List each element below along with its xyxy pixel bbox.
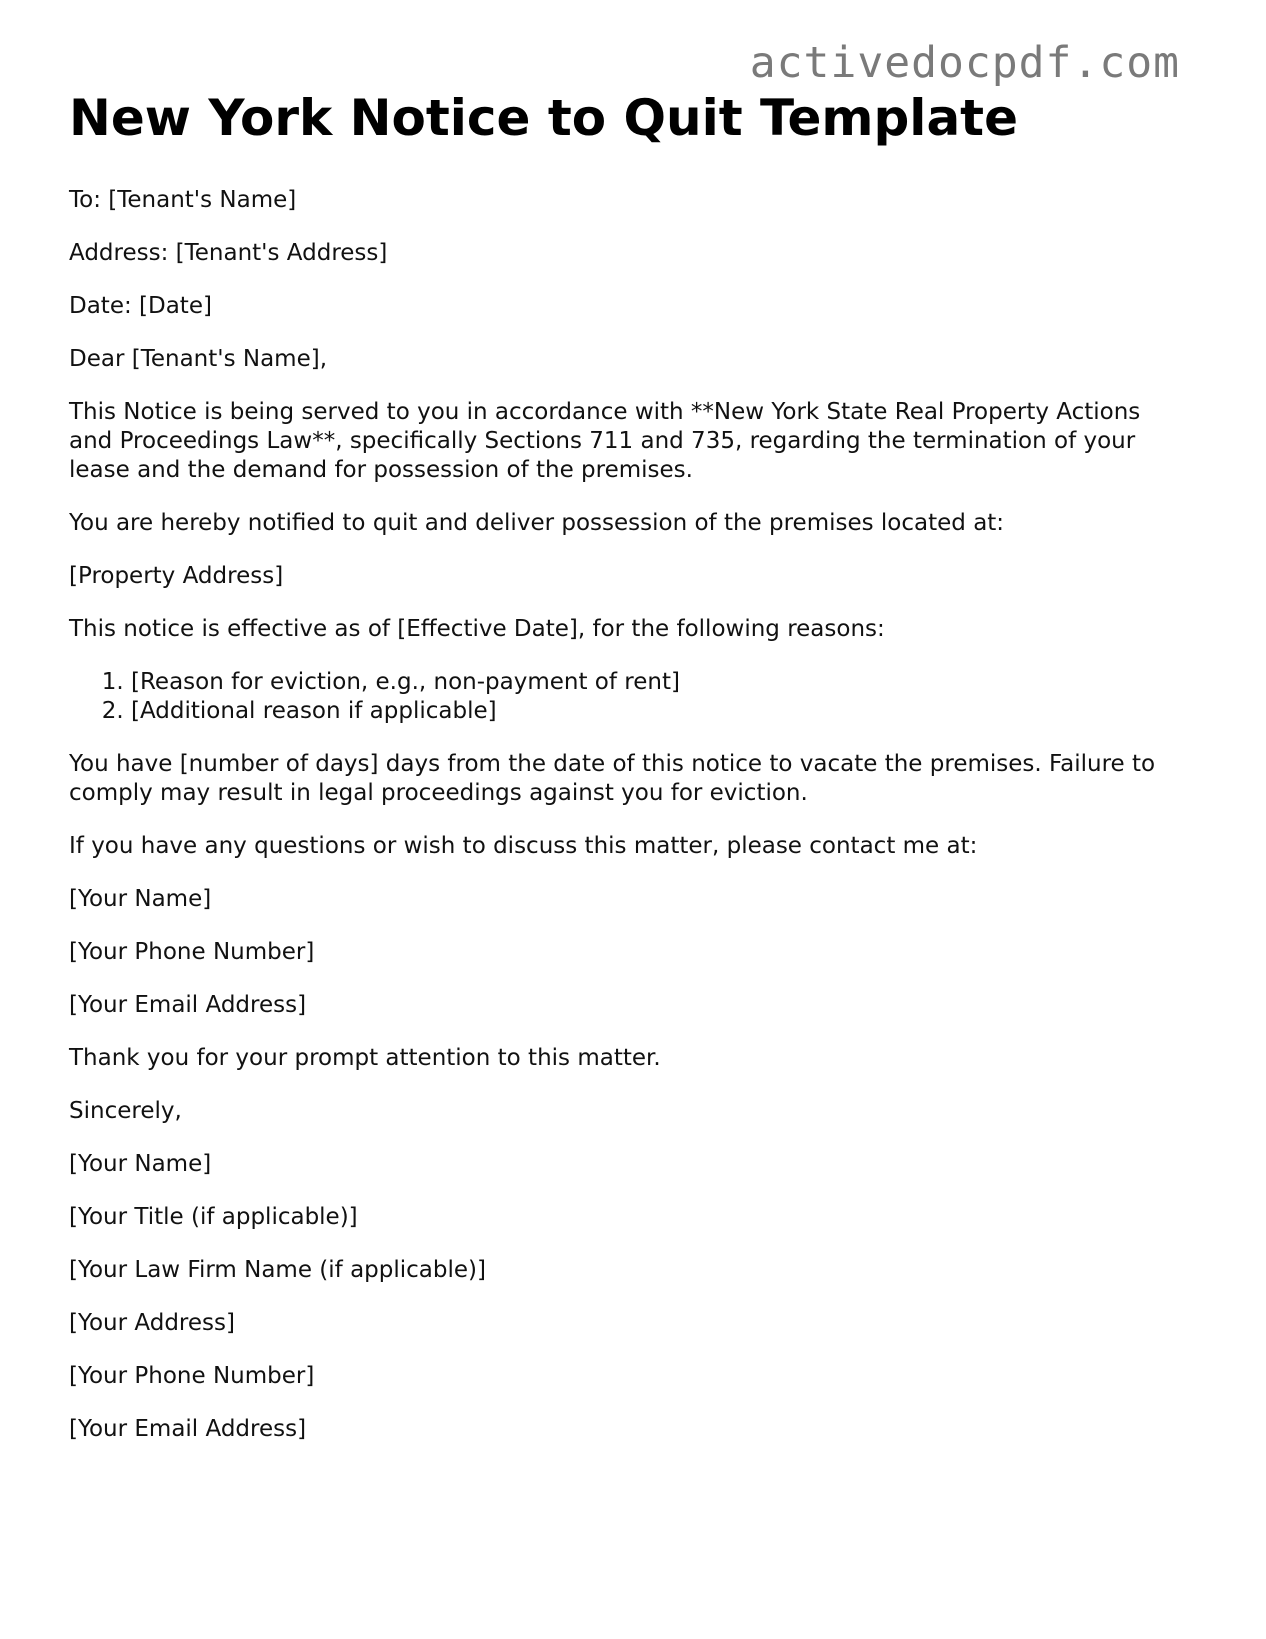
signature-firm: [Your Law Firm Name (if applicable)] — [69, 1257, 486, 1283]
deadline-paragraph: You have [number of days] days from the date of this notice to vacate the premises. Failure to comply may result in legal proceedings against you for eviction. — [69, 751, 1156, 806]
list-item: 2. [Additional reason if applicable] — [131, 697, 1179, 726]
contact-phone: [Your Phone Number] — [69, 939, 315, 965]
notice-date: Date: [Date] — [69, 293, 212, 319]
contact-name: [Your Name] — [69, 886, 212, 912]
document-body — [69, 88, 1179, 1468]
signature-email: [Your Email Address] — [69, 1416, 307, 1442]
contact-email: [Your Email Address] — [69, 992, 307, 1018]
thanks-paragraph: Thank you for your prompt attention to this matter. — [69, 1045, 661, 1071]
effective-paragraph: This notice is effective as of [Effective Date], for the following reasons: — [69, 616, 885, 642]
signature-name: [Your Name] — [69, 1151, 212, 1177]
signature-phone: [Your Phone Number] — [69, 1363, 315, 1389]
watermark: activedocpdf.com — [749, 38, 1180, 88]
recipient-address: Address: [Tenant's Address] — [69, 240, 388, 266]
property-address: [Property Address] — [69, 563, 284, 589]
signature-address: [Your Address] — [69, 1310, 235, 1336]
recipient-line: To: [Tenant's Name] — [69, 187, 297, 213]
intro-paragraph: This Notice is being served to you in accordance with **New York State Real Property Actions and Proceedings Law**, specifically Sections 711 and 735, regarding the termination of your lease and the demand for possession of the premises. — [69, 399, 1141, 483]
closing: Sincerely, — [69, 1098, 182, 1124]
notified-paragraph: You are hereby notified to quit and deliver possession of the premises located at: — [69, 510, 1005, 536]
list-item: 1. [Reason for eviction, e.g., non-payment of rent] — [131, 668, 1179, 697]
reasons-list — [69, 668, 1179, 726]
signature-title: [Your Title (if applicable)] — [69, 1204, 358, 1230]
page-title: New York Notice to Quit Template — [69, 89, 1018, 147]
contact-intro: If you have any questions or wish to discuss this matter, please contact me at: — [69, 833, 978, 859]
salutation: Dear [Tenant's Name], — [69, 346, 328, 372]
